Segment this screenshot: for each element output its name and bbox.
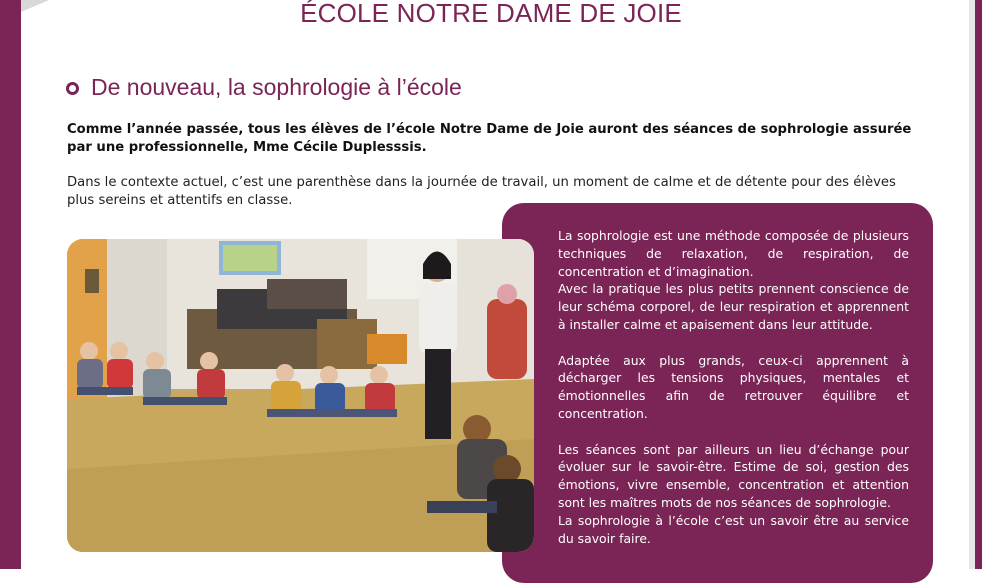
- info-paragraph: Les séances sont par ailleurs un lieu d’échange pour évoluer sur le savoir-être. Estime de soi, gestion des émotions, vivre ensemble, concentration et attention sont les maîtres mots de nos séances de sophrologie.: [558, 441, 909, 510]
- intro-paragraph: Dans le contexte actuel, c’est une parenthèse dans la journée de travail, un moment de calme et de détente pour des élèves plus sereins et attentifs en classe.: [67, 175, 896, 208]
- info-paragraph: Adaptée aux plus grands, ceux-ci apprennent à décharger les tensions physiques, mentales et émotionnelles afin de retrouver équilibre et concentration.: [558, 352, 909, 421]
- section-heading-text: De nouveau, la sophrologie à l’école: [91, 74, 462, 100]
- page-title: ÉCOLE NOTRE DAME DE JOIE: [300, 0, 682, 28]
- info-paragraph: La sophrologie est une méthode composée de plusieurs techniques de relaxation, de respiration, de concentration et d’imagination.: [558, 228, 909, 279]
- section-heading: [66, 74, 462, 101]
- classroom-photo: [67, 239, 534, 552]
- right-frame-bar: [975, 0, 982, 569]
- intro-bold-paragraph: Comme l’année passée, tous les élèves de l’école Notre Dame de Joie auront des séances de sophrologie assurée par une professionnelle, Mme Cécile Duplesssis.: [67, 122, 912, 155]
- info-paragraph: La sophrologie à l’école c’est un savoir être au service du savoir faire.: [558, 512, 909, 546]
- info-paragraph: Avec la pratique les plus petits prennent conscience de leur schéma corporel, de leur respiration et apprennent à installer calme et apaisement dans leur attitude.: [558, 281, 909, 332]
- left-frame-bar: [0, 0, 21, 569]
- info-box-text: [558, 227, 909, 547]
- circle-bullet-icon: [66, 82, 79, 95]
- classroom-photo-illustration: [67, 239, 534, 552]
